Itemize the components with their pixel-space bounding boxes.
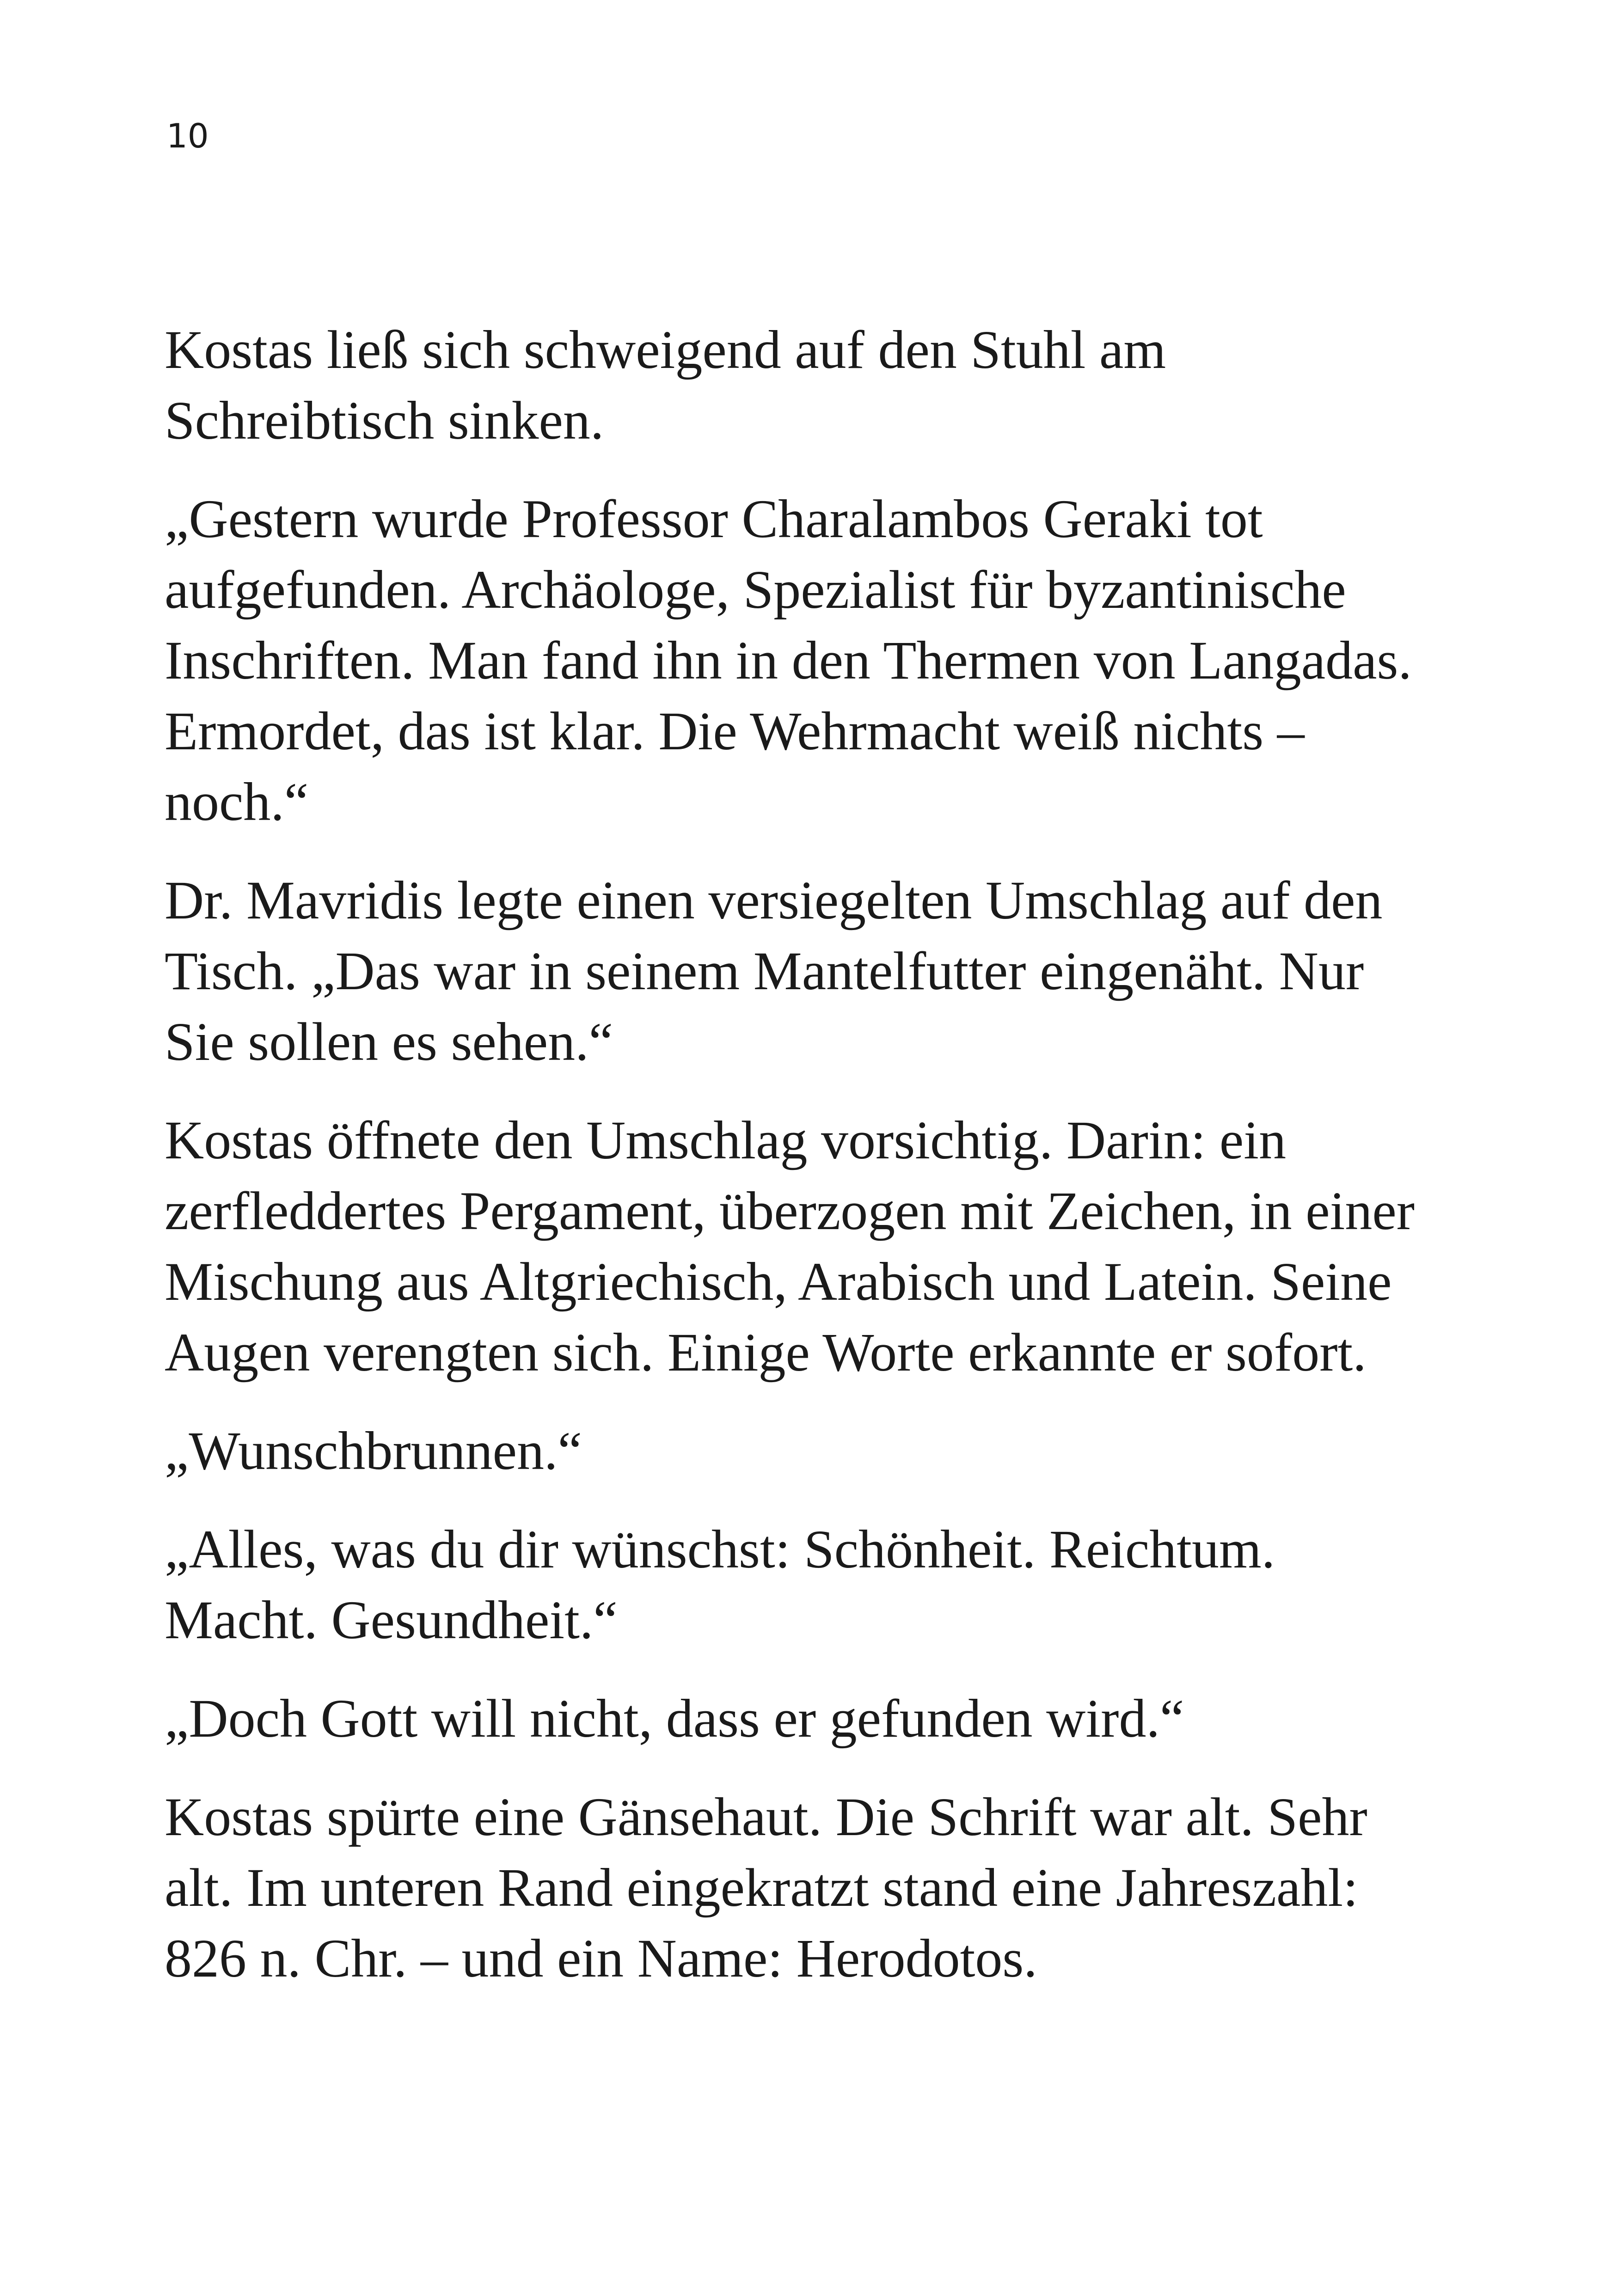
paragraph: Kostas spürte eine Gänsehaut. Die Schrift war alt. Sehr alt. Im unteren Rand eingekratzt stand eine Jahreszahl: 826 n. Chr. – und ein Name: Herodotos. [165, 1787, 1367, 1989]
page-number: 10 [166, 116, 209, 155]
paragraph: Kostas öffnete den Umschlag vorsichtig. Darin: ein zerfleddertes Pergament, überzogen mit Zeichen, in einer Mischung aus Altgriechisch, Arabisch und Latein. Seine Augen verengten sich. Einige Worte erkannte er sofort. [165, 1110, 1415, 1383]
paragraph: „Wunschbrunnen.“ [165, 1420, 582, 1481]
paragraph: „Gestern wurde Professor Charalambos Geraki tot aufgefunden. Archäologe, Spezialist für byzantinische Inschriften. Man fand ihn in den Thermen von Langadas. Ermordet, das ist klar. Die Wehrmacht weiß nichts – noch.“ [165, 489, 1412, 832]
paragraph: „Doch Gott will nicht, dass er gefunden wird.“ [165, 1688, 1184, 1749]
paragraph: Kostas ließ sich schweigend auf den Stuhl am Schreibtisch sinken. [165, 319, 1166, 451]
paragraph: Dr. Mavridis legte einen versiegelten Umschlag auf den Tisch. „Das war in seinem Mantelfutter eingenäht. Nur Sie sollen es sehen.“ [165, 870, 1383, 1072]
paragraph: „Alles, was du dir wünschst: Schönheit. Reichtum. Macht. Gesundheit.“ [165, 1519, 1275, 1650]
body-text [165, 314, 1422, 1994]
